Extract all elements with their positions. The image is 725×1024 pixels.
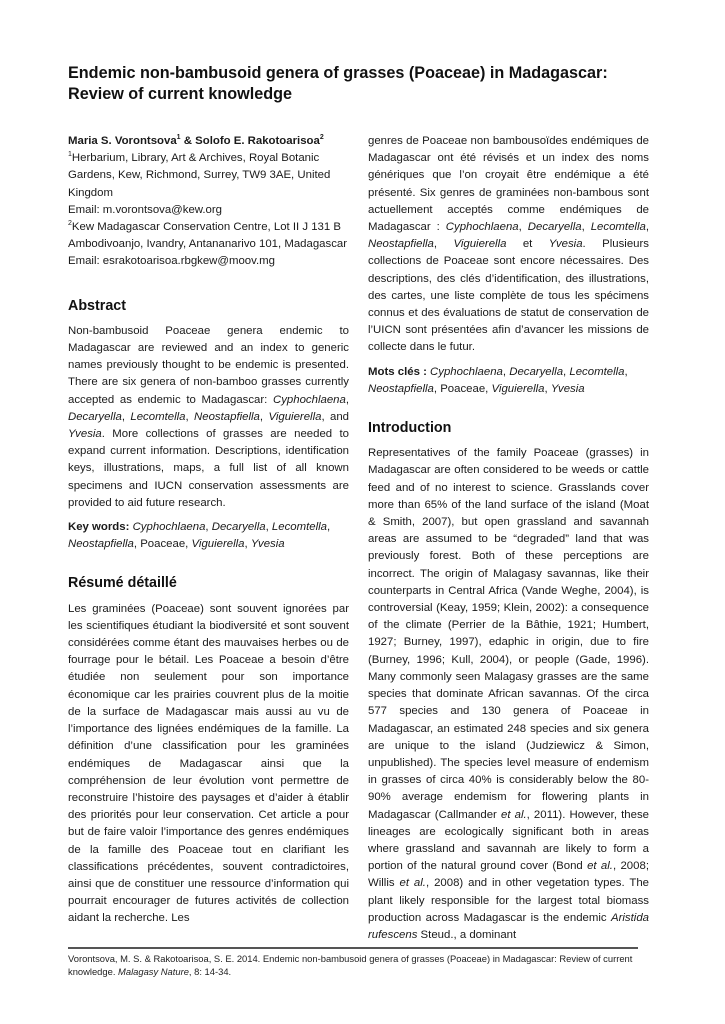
email-1[interactable]: Email: m.vorontsova@kew.org: [68, 203, 223, 216]
email-2[interactable]: Email: esrakotoarisoa.rbgkew@moov.mg: [68, 255, 275, 268]
left-column: [68, 133, 349, 928]
genus: Cyphochlaena: [445, 221, 519, 234]
article-title: [68, 63, 668, 105]
author-line: [68, 133, 349, 150]
genus: Decaryella: [527, 221, 582, 234]
keyword: Lecomtella: [271, 521, 327, 534]
affiliation-1-text: Herbarium, Library, Art & Archives, Royal Botanic Gardens, Kew, Richmond, Surrey, TW9 3AE, United Kingdom: [68, 152, 331, 199]
abstract-heading: Abstract: [68, 297, 126, 314]
genus: Viguierella: [453, 238, 507, 251]
keyword: Cyphochlaena: [132, 521, 206, 534]
et-al: et al.: [399, 877, 426, 890]
abstract-text-1: Non-bambusoid Poaceae genera endemic to Madagascar are reviewed and an index to generic names previously thought to be endemic is presented. There are six genera of non-bamboo grasses currently accepted as endemic to Madagascar:: [68, 324, 349, 406]
affiliation-2-text: Kew Madagascar Conservation Centre, Lot II J 131 B Ambodivoanjo, Ivandry, Antananarivo 101, Madagascar: [68, 221, 348, 251]
resume-text-right: genres de Poaceae non bambousoïdes endémiques de Madagascar ont été révisés et un index des noms génériques que l’on croyait être endémique a été présenté. Six genres de graminées non-bambous sont actuellement acceptés comme endémiques de Madagascar : Cyphochlaena, Decaryella, Lecomtella, Neostapfiella, Viguierella et Yvesia. Plusieurs collections de Poaceae sont encore nécessaires. Des descriptions, des clés d’identification, des illustrations, des cartes, une liste complète de tous les spécimens connus et des évaluations de statut de conservation de l’UICN sont présentées afin d’avancer les missions de collecte dans le futur.: [368, 135, 649, 354]
author-separator: &: [180, 135, 196, 147]
genus: Viguierella: [268, 410, 322, 423]
keyword: Lecomtella: [569, 365, 625, 378]
journal-name: Malagasy Nature: [118, 965, 189, 977]
intro-text-3: , 2008; Willis: [368, 860, 649, 890]
author-1-sup: 1: [176, 134, 181, 142]
intro-text-1: Representatives of the family Poaceae (grasses) in Madagascar are often considered to be weeds or cattle feed and of no interest to science. Grasslands cover more than 65% of the land surface of the island (Moat & Smith, 2007), but open grassland and savannah areas are assumed to be “degraded” land that was previously forest. Both of these perceptions are incorrect. The origin of Malagasy savannas, like their counterparts in Central Africa (Vande Weghe, 2004), is controversial (Keay, 1959; Klein, 2002): a consequence of the climate (Perrier de la Bâthie, 1921; Humbert, 1927; Burney, 1997), edaphic in origin, due to fire (Burney, 1996; Kull, 2004), or people (Gade, 1996). Many commonly seen Malagasy grasses are the same species that dominate African savannas. Of the circa 577 species and 130 genera of Poaceae in Madagascar, an estimated 248 species and six genera are unique to the island (Judziewicz & Simon, unpublished). The species level measure of endemism in grasses of circa 40% is considerably below the 80-90% average endemism for flowering plants in Madagascar (Callmander: [368, 447, 649, 821]
title-line-2: Review of current knowledge: [68, 85, 292, 103]
introduction-text: [368, 445, 649, 944]
species-name: Aristida rufescens: [368, 911, 649, 941]
resume-keywords: Mots clés : Cyphochlaena, Decaryella, Lecomtella, Neostapfiella, Poaceae, Viguierella, Yvesia: [368, 365, 628, 395]
genus: Lecomtella: [130, 410, 186, 423]
keywords-label: Key words:: [68, 521, 130, 534]
abstract-keywords: Key words: Cyphochlaena, Decaryella, Lecomtella, Neostapfiella, Poaceae, Viguierella, Yvesia: [68, 521, 331, 551]
resume-text-right-1: genres de Poaceae non bambousoïdes endémiques de Madagascar ont été révisés et un index des noms génériques que l’on croyait être endémique a été présenté. Six genres de graminées non-bambous sont actuellement acceptés comme endémiques de Madagascar :: [368, 135, 649, 234]
affiliation-2: [68, 219, 349, 253]
keyword: Poaceae: [140, 538, 186, 551]
affiliation-1-sup: 1: [68, 151, 72, 159]
author-2: Solofo E. Rakotoarisoa: [195, 135, 320, 147]
genus: Yvesia: [548, 238, 583, 251]
genus: Cyphochlaena: [273, 393, 346, 406]
introduction-heading: Introduction: [368, 420, 452, 437]
affiliation-2-sup: 2: [68, 220, 72, 228]
keyword: Viguierella: [491, 382, 545, 395]
abstract-text: Non-bambusoid Poaceae genera endemic to Madagascar are reviewed and an index to generic names previously thought to be endemic is presented. There are six genera of non-bamboo grasses currently accepted as endemic to Madagascar: Cyphochlaena, Decaryella, Lecomtella, Neostapfiella, Viguierella, and Yvesia. More collections of grasses are needed to expand current information. Descriptions, identification keys, illustrations, maps, a full list of all known specimens and IUCN conservation assessments are provided to aid future research.: [68, 324, 349, 509]
keyword: Decaryella: [211, 521, 266, 534]
keyword: Poaceae: [440, 382, 486, 395]
intro-text-5: Steud., a dominant: [417, 928, 517, 941]
abstract-text-2: More collections of grasses are needed to expand current information. Descriptions, identification keys, illustrations, maps, a full list of all known specimens and IUCN conservation assessments are provided to aid future research.: [68, 428, 349, 509]
genus: Yvesia: [68, 428, 102, 441]
genus: Neostapfiella: [194, 410, 260, 423]
intro-text-4: , 2008) and in other vegetation types. The plant likely responsible for the largest total biomass production across Madagascar is the endemic: [368, 877, 649, 924]
citation-pages: , 8: 14-34.: [188, 965, 232, 977]
title-line-1: Endemic non-bambusoid genera of grasses (Poaceae) in Madagascar:: [68, 64, 608, 82]
keyword: Cyphochlaena: [430, 365, 503, 378]
genus: Lecomtella: [590, 221, 646, 234]
resume-text-right-2: Plusieurs collections de Poaceae sont encore nécessaires. Des descriptions, des clés d’identification, des illustrations, des cartes, une liste complète de tous les spécimens connus et des évaluations de statut de conservation de l’UICN sont présentées afin d’avancer les missions de collecte dans le futur.: [368, 238, 649, 354]
resume-text-left: Les graminées (Poaceae) sont souvent ignorées par les scientifiques étudiant la biodiversité et sont souvent considérées comme étant des mauvaises herbes ou de fourrage pour le bétail. Les Poaceae a besoin d’être étudiée non seulement pour son importance économique car les prairies couvrent plus de la moitie de la surface de Madagascar mais aussi au vu de l’importance des lignées endémiques de la famille. La définition d’une classification pour les graminées endémiques de Madagascar ainsi que la compréhension de leur évolution vont permettre de reconstruire l’histoire des paysages et d’aider à établir des priorités pour leur conservation. Cet article a pour but de faire valoir l’importance des genres endémiques de la famille des Poaceae tout en clarifiant les classifications précédentes, souvent contradictoires, ainsi que de constituer une ressource d’information qui pourrait encourager de futures activités de collection aidant la recherche. Les: [68, 602, 349, 925]
keyword: Viguierella: [191, 538, 245, 551]
footer-divider: [68, 947, 638, 949]
keyword: Neostapfiella: [68, 538, 134, 551]
et-al: et al.: [500, 808, 527, 821]
keyword: Yvesia: [250, 538, 285, 551]
affiliation-1: [68, 150, 349, 202]
keyword: Yvesia: [550, 382, 585, 395]
genus: Decaryella: [68, 410, 122, 423]
genus: Neostapfiella: [368, 238, 434, 251]
citation-text: Vorontsova, M. S. & Rakotoarisoa, S. E. 2014. Endemic non-bambusoid genera of grasses (Poaceae) in Madagascar: Review of current knowledge.: [68, 953, 633, 977]
right-column: [368, 133, 649, 944]
resume-heading: Résumé détaillé: [68, 575, 177, 592]
keyword: Decaryella: [509, 365, 564, 378]
author-1: Maria S. Vorontsova: [68, 135, 177, 147]
et-al: et al.: [587, 860, 613, 873]
keywords-label: Mots clés :: [368, 365, 427, 378]
keyword: Neostapfiella: [368, 382, 434, 395]
author-2-sup: 2: [319, 134, 324, 142]
intro-text-2: , 2011). However, these lineages are ecologically significant both in areas where grassland and savannah are likely to form a portion of the natural ground cover (Bond: [368, 808, 649, 873]
footer-citation: [68, 953, 648, 978]
